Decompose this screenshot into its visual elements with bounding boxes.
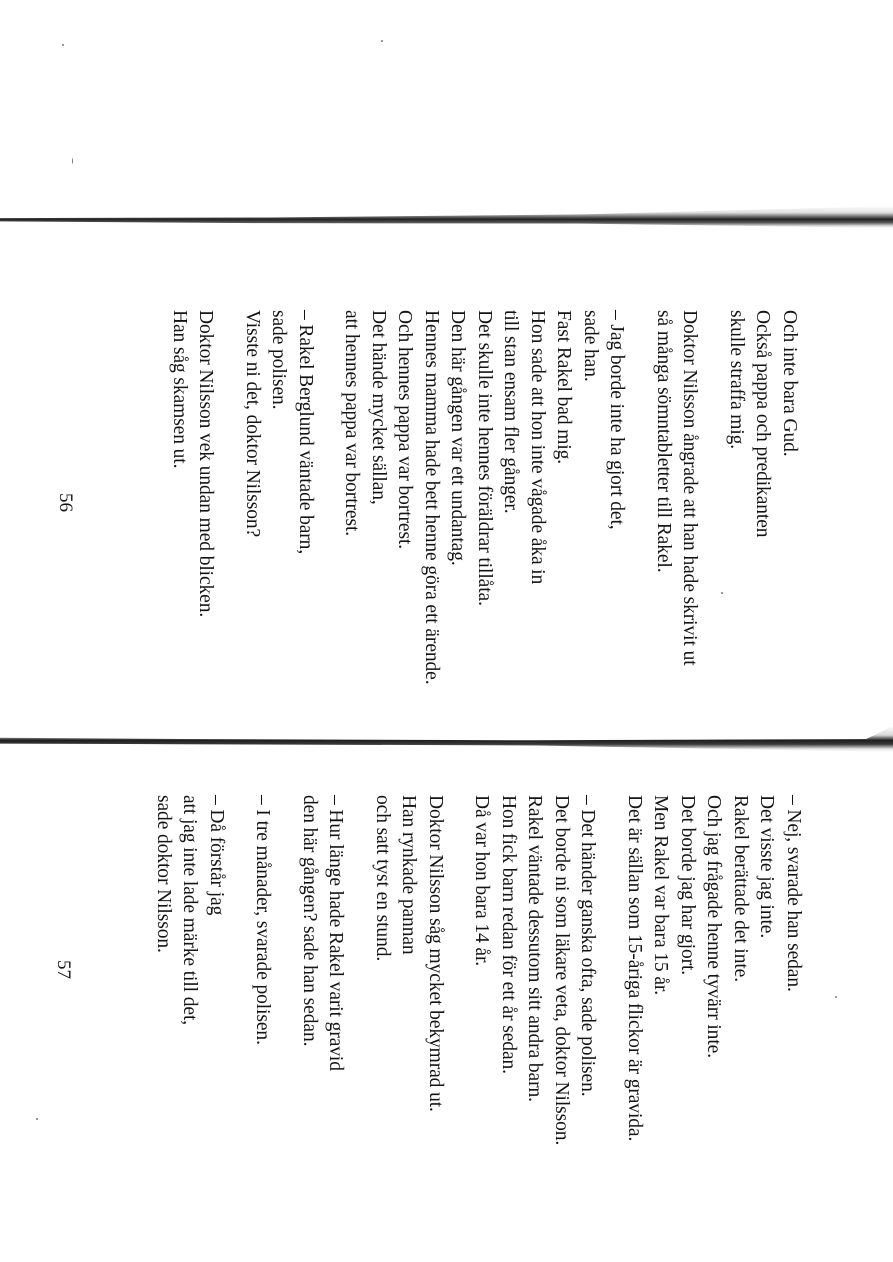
text-line: Hon sade att hon inte vågade åka in: [527, 310, 548, 585]
text-line: Det skulle inte hennes föräldrar tillåta.: [474, 310, 495, 606]
text-line: att jag inte lade märke till det,: [179, 795, 201, 1026]
text-line: så många sömntabletter till Rakel.: [653, 310, 674, 573]
text-line: Doktor Nilsson ångrade att han hade skrivit ut: [679, 310, 701, 666]
text-line: Det visste jag inte.: [756, 795, 778, 939]
text-line: Det hände mycket sällan,: [368, 310, 389, 505]
text-line: Hennes mamma hade bett henne göra ett ärende.: [421, 310, 442, 685]
dust-speck: [62, 44, 64, 46]
paragraph: [650, 310, 703, 685]
dust-speck: [72, 158, 73, 164]
text-line: sade han.: [580, 310, 601, 382]
text-line: Hon fick barn redan för ett år sedan.: [498, 795, 519, 1074]
text-line: skulle straffa mig.: [726, 310, 747, 450]
paragraph: [723, 310, 803, 685]
text-line: Rakel berättade det inte.: [730, 795, 751, 982]
paragraph: [166, 310, 219, 685]
text-line: Han såg skamsen ut.: [169, 310, 190, 469]
dust-speck: [36, 1118, 38, 1120]
text-line: Och hennes pappa var bortrest.: [394, 310, 416, 550]
page-56-text: [146, 310, 803, 685]
text-line: sade doktor Nilsson.: [153, 795, 174, 953]
paragraph: [369, 795, 449, 1145]
text-line: Också pappa och predikanten: [752, 310, 774, 538]
page-number-56: 56: [55, 493, 76, 512]
text-line: den här gången? sade han sedan.: [299, 795, 320, 1047]
text-line: Visste ni det, doktor Nilsson?: [242, 310, 263, 538]
page-57-text: [130, 795, 807, 1145]
text-line: – Hur länge hade Rakel varit gravid: [325, 795, 347, 1071]
text-line: Då var hon bara 14 år.: [471, 795, 493, 967]
text-line: sade polisen.: [268, 310, 290, 410]
book-gutter-shadow-top: [0, 206, 893, 228]
text-line: Men Rakel var bara 15 år.: [650, 795, 672, 996]
text-line: Doktor Nilsson vek undan med blicken.: [195, 310, 217, 618]
text-line: Och inte bara Gud.: [779, 310, 800, 457]
text-line: Han rynkade pannan: [398, 795, 420, 955]
text-line: – Nej, svarade han sedan.: [783, 795, 804, 992]
text-line: – Det händer ganska ofta, sade polisen.: [577, 795, 599, 1097]
dust-speck: [381, 40, 383, 42]
paragraph: [338, 310, 630, 685]
paragraph: [621, 795, 807, 1145]
book-gutter-shadow-bottom: [0, 726, 893, 752]
text-line: – Jag borde inte ha gjort det,: [606, 310, 628, 530]
text-line: – I tre månader, svarade polisen.: [252, 795, 274, 1045]
text-line: Och jag frågade henne tyvärr inte.: [703, 795, 725, 1058]
text-line: att hennes pappa var bortrest.: [341, 310, 363, 537]
text-line: – Rakel Berglund väntade barn,: [295, 310, 316, 555]
paragraph: [150, 795, 230, 1145]
text-line: och satt tyst en stund.: [372, 795, 393, 962]
paragraph: [249, 795, 276, 1145]
paragraph: [468, 795, 601, 1145]
dust-speck: [835, 996, 837, 998]
text-line: Fast Rakel bad mig.: [553, 310, 575, 465]
text-line: Doktor Nilsson såg mycket bekymrad ut.: [425, 795, 446, 1112]
text-line: Det borde jag har gjort.: [677, 795, 698, 976]
text-line: Den här gången var ett undantag.: [447, 310, 469, 566]
text-line: till stan ensam fler gånger.: [500, 310, 522, 514]
paragraph: [239, 310, 319, 685]
text-line: Det borde ni som läkare veta, doktor Nilsson.: [551, 795, 572, 1146]
paragraph: [296, 795, 349, 1145]
page-number-57: 57: [53, 960, 74, 979]
text-line: – Då förstår jag: [206, 795, 227, 916]
text-line: Rakel väntade dessutom sitt andra barn.: [524, 795, 546, 1102]
text-line: Det är sällan som 15-åriga flickor är gravida.: [624, 795, 645, 1142]
